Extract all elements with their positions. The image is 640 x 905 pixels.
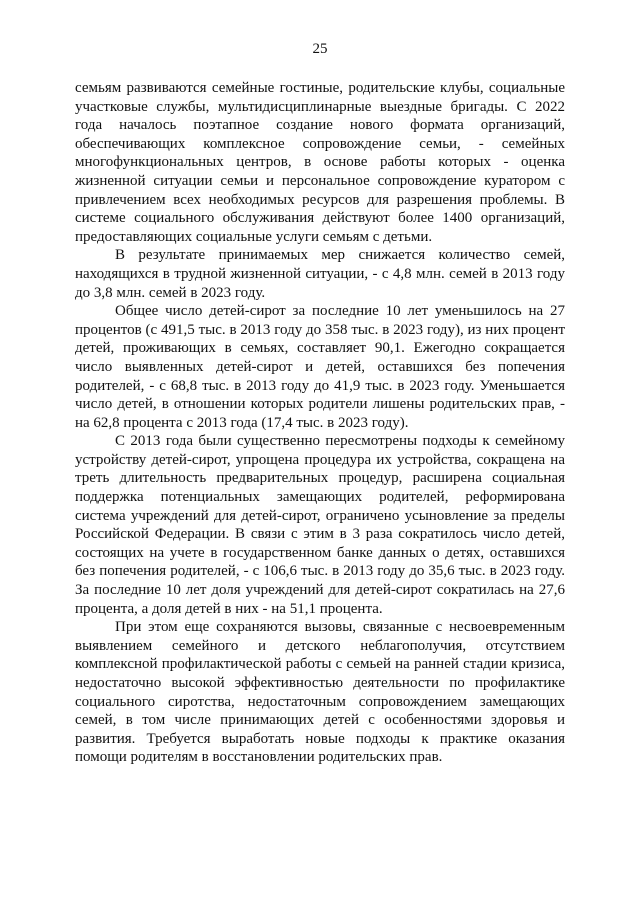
document-body — [75, 79, 565, 767]
paragraph-4: С 2013 года были существенно пересмотрены подходы к семейному устройству детей-сирот, упрощена процедура их устройства, сокращена на треть длительность предварительных процедур, расширена социальная поддержка потенциальных замещающих родителей, реформирована система учреждений для детей-сирот, ограничено усыновление за пределы Российской Федерации. В связи с этим в 3 раза сократилось число детей, состоящих на учете в государственном банке данных о детях, оставшихся без попечения родителей, - с 106,6 тыс. в 2013 году до 35,6 тыс. в 2023 году. За последние 10 лет доля учреждений для детей-сирот сократилась на 27,6 процента, а доля детей в них - на 51,1 процента. — [75, 433, 565, 617]
paragraph-2: В результате принимаемых мер снижается количество семей, находящихся в трудной жизненной ситуации, - с 4,8 млн. семей в 2013 году до 3,8 млн. семей в 2023 году. — [75, 247, 565, 301]
paragraph-1: семьям развиваются семейные гостиные, родительские клубы, социальные участковые службы, мультидисциплинарные выездные бригады. С 2022 года началось поэтапное создание нового формата организаций, обеспечивающих комплексное сопровождение семьи, - семейных многофункциональных центров, в основе работы которых - оценка жизненной ситуации семьи и персональное сопровождение куратором с привлечением всех необходимых ресурсов для разрешения проблемы. В системе социального обслуживания действуют более 1400 организаций, предоставляющих социальные услуги семьям с детьми. — [75, 80, 565, 245]
paragraph-5: При этом еще сохраняются вызовы, связанные с несвоевременным выявлением семейного и детского неблагополучия, отсутствием комплексной профилактической работы с семьей на ранней стадии кризиса, недостаточно высокой эффективностью деятельности по профилактике социального сиротства, недостаточным сопровождением замещающих семей, в том числе принимающих детей с особенностями здоровья и развития. Требуется выработать новые подходы к практике оказания помощи родителям в восстановлении родительских прав. — [75, 619, 565, 766]
page-number: 25 — [312, 41, 328, 57]
paragraph-3: Общее число детей-сирот за последние 10 лет уменьшилось на 27 процентов (с 491,5 тыс. в 2013 году до 358 тыс. в 2023 году), из них процент детей, проживающих в семьях, составляет 90,1. Ежегодно сокращается число выявленных детей-сирот и детей, оставшихся без попечения родителей, - с 68,8 тыс. в 2013 году до 41,9 тыс. в 2023 году. Уменьшается число детей, в отношении которых родители лишены родительских прав, - на 62,8 процента с 2013 года (17,4 тыс. в 2023 году). — [75, 303, 565, 431]
